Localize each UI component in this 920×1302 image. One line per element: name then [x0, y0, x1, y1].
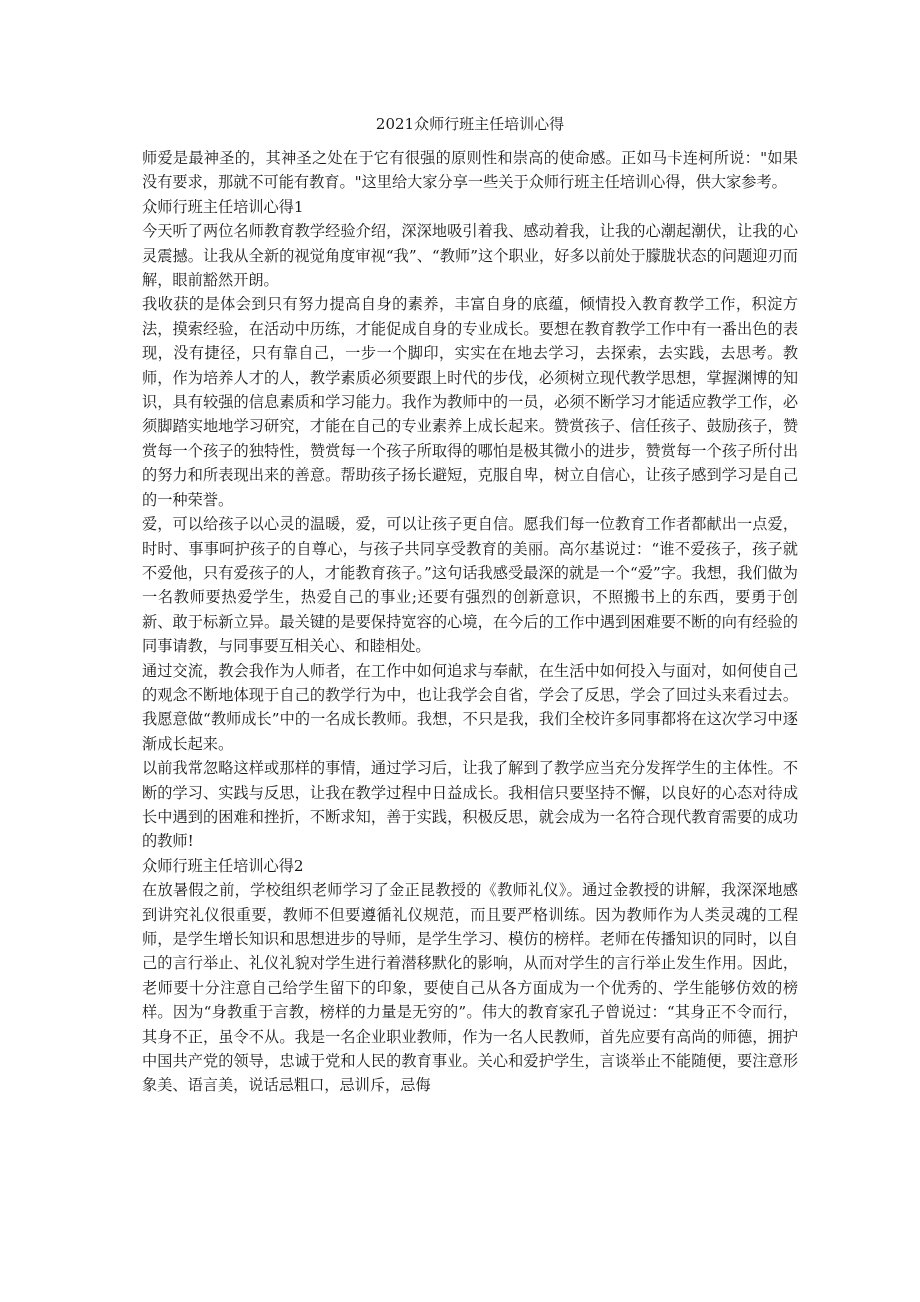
intro-paragraph: 师爱是最神圣的，其神圣之处在于它有很强的原则性和崇高的使命感。正如马卡连柯所说："如果没有要求，那就不可能有教育。"这里给大家分享一些关于众师行班主任培训心得，供大家参考。 — [142, 149, 798, 192]
section-1-paragraph-2: 我收获的是体会到只有努力提高自身的素养，丰富自身的底蕴，倾情投入教育教学工作，积淀方法，摸索经验，在活动中历练，才能促成自身的专业成长。要想在教育教学工作中有一番出色的表现，没有捷径，只有靠自己，一步一个脚印，实实在在地去学习，去探索，去实践，去思考。教师，作为培养人才的人，教学素质必须要跟上时代的步伐，必须树立现代教学思想，掌握渊博的知识，具有较强的信息素质和学习能力。我作为教师中的一员，必须不断学习才能适应教学工作，必须脚踏实地地学习研究，才能在自己的专业素养上成长起来。赞赏孩子、信任孩子、鼓励孩子，赞赏每一个孩子的独特性，赞赏每一个孩子所取得的哪怕是极其微小的进步，赞赏每一个孩子所付出的努力和所表现出来的善意。帮助孩子扬长避短，克服自卑，树立自信心，让孩子感到学习是自己的一种荣誉。 — [142, 295, 798, 509]
section-2-paragraph-1: 在放暑假之前，学校组织老师学习了金正昆教授的《教师礼仪》。通过金教授的讲解，我深深地感到讲究礼仪很重要，教师不但要遵循礼仪规范，而且要严格训练。因为教师作为人类灵魂的工程师，是学生增长知识和思想进步的导师，是学生学习、模仿的榜样。老师在传播知识的同时，以自己的言行举止、礼仪礼貌对学生进行着潜移默化的影响，从而对学生的言行举止发生作用。因此，老师要十分注意自己给学生留下的印象，要使自己从各方面成为一个优秀的、学生能够仿效的榜样。因为“身教重于言教，榜样的力量是无穷的”。伟大的教育家孔子曾说过：“其身正不令而行，其身不正，虽令不从。我是一名企业职业教师，作为一名人民教师，首先应要有高尚的师德，拥护中国共产党的领导，忠诚于党和人民的教育事业。关心和爱护学生，言谈举止不能随便，要注意形象美、语言美，说话忌粗口，忌训斥，忌侮 — [142, 881, 798, 1095]
section-1-heading: 众师行班主任培训心得1 — [142, 197, 304, 216]
section-1-paragraph-1: 今天听了两位名师教育教学经验介绍，深深地吸引着我、感动着我，让我的心潮起潮伏，让我的心灵震撼。让我从全新的视觉角度审视“我”、“教师”这个职业，好多以前处于朦胧状态的问题迎刃而解，眼前豁然开朗。 — [142, 222, 798, 290]
document-page — [142, 112, 798, 1098]
section-1-paragraph-5: 以前我常忽略这样或那样的事情，通过学习后，让我了解到了教学应当充分发挥学生的主体性。不断的学习、实践与反思，让我在教学过程中日益成长。我相信只要坚持不懈，以良好的心态对待成长中遇到的困难和挫折，不断求知，善于实践，积极反思，就会成为一名符合现代教育需要的成功的教师! — [142, 759, 798, 851]
section-1-paragraph-4: 通过交流，教会我作为人师者，在工作中如何追求与奉献，在生活中如何投入与面对，如何使自己的观念不断地体现于自己的教学行为中，也让我学会自省，学会了反思，学会了回过头来看过去。我愿意做“教师成长”中的一名成长教师。我想，不只是我，我们全校许多同事都将在这次学习中逐渐成长起来。 — [142, 661, 798, 753]
section-1-paragraph-3: 爱，可以给孩子以心灵的温暖，爱，可以让孩子更自信。愿我们每一位教育工作者都献出一点爱，时时、事事呵护孩子的自尊心，与孩子共同享受教育的美丽。高尔基说过：“谁不爱孩子，孩子就不爱他，只有爱孩子的人，才能教育孩子。”这句话我感受最深的就是一个“爱”字。我想，我们做为一名教师要热爱学生，热爱自己的事业;还要有强烈的创新意识，不照搬书上的东西，要勇于创新、敢于标新立异。最关键的是要保持宽容的心境，在今后的工作中遇到困难要不断的向有经验的同事请教，与同事要互相关心、和睦相处。 — [142, 515, 798, 656]
document-title: 2021众师行班主任培训心得 — [375, 115, 565, 133]
section-2-heading: 众师行班主任培训心得2 — [142, 856, 304, 875]
